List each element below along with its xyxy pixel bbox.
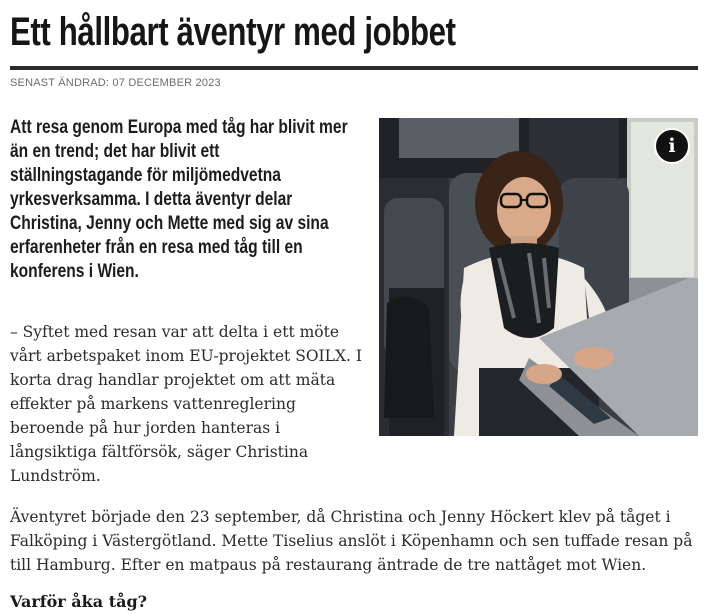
- article-lead: Att resa genom Europa med tåg har blivit mer än en trend; det har blivit ett ställningstagande för miljömedvetna yrkesverksamma. I detta äventyr delar Christina, Jenny och Mette med sig av sina erfarenheter från en resa med tåg till en konferens i Wien.: [10, 117, 348, 282]
- page-title: Ett hållbart äventyr med jobbet: [10, 10, 456, 54]
- updated-date: SENAST ÄNDRAD: 07 DECEMBER 2023: [10, 77, 221, 89]
- section-heading: Varför åka tåg?: [10, 592, 148, 611]
- body-paragraph-2: Äventyret började den 23 september, då Christina och Jenny Höckert klev på tåget i Falköping i Västergötland. Mette Tiselius anslöt i Köpenhamn och sen tuffade resan på till Hamburg. Efter en matpaus på restaurang äntrade de tre nattåget mot Wien.: [10, 508, 693, 574]
- info-icon: i: [668, 135, 676, 157]
- info-button[interactable]: [654, 128, 690, 164]
- article-photo: [379, 118, 698, 436]
- title-divider: [10, 66, 698, 70]
- body-paragraph-1: – Syftet med resan var att delta i ett möte vårt arbetspaket inom EU-projektet SOILX. I korta drag handlar projektet om att mäta effekter på markens vattenreglering beroende på hur jorden hanteras i långsiktiga fältförsök, säger Christina Lundström.: [10, 323, 362, 485]
- train-photo: [379, 118, 698, 436]
